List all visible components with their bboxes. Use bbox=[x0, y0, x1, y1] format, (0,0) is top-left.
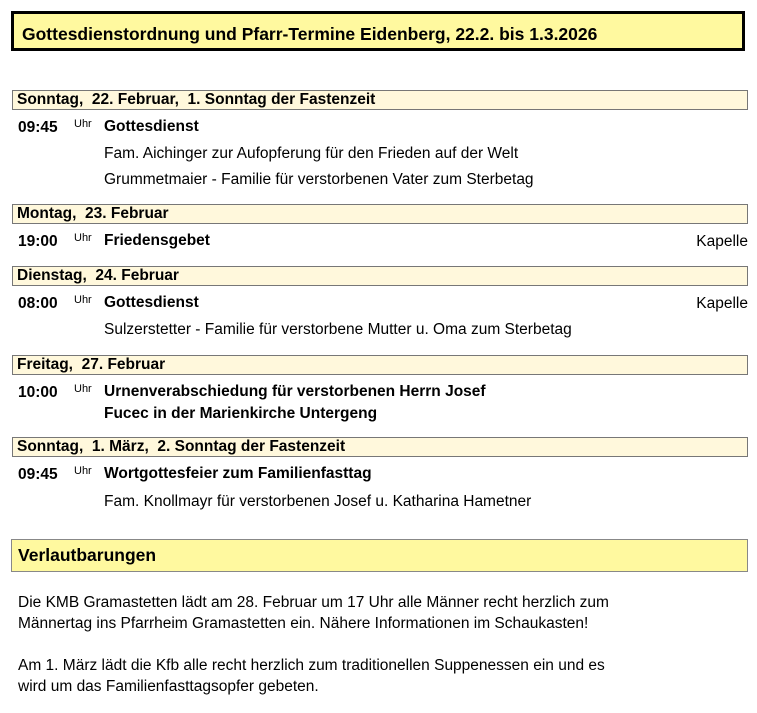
uhr-label: Uhr bbox=[74, 294, 92, 306]
event-title: Gottesdienst bbox=[104, 294, 199, 311]
uhr-label: Uhr bbox=[74, 383, 92, 395]
mass-intention: Grummetmaier - Familie für verstorbenen Vater zum Sterbetag bbox=[104, 171, 534, 188]
event-time: 08:00 bbox=[18, 295, 58, 312]
event-title: Wortgottesfeier zum Familienfasttag bbox=[104, 465, 372, 482]
uhr-label: Uhr bbox=[74, 465, 92, 477]
event-title-continued: Fucec in der Marienkirche Untergeng bbox=[104, 405, 378, 422]
day-header-montag-23: Montag, 23. Februar bbox=[12, 204, 748, 224]
event-time: 19:00 bbox=[18, 233, 58, 250]
event-location: Kapelle bbox=[696, 233, 748, 250]
event-title: Gottesdienst bbox=[104, 118, 199, 135]
announcement-line: Am 1. März lädt die Kfb alle recht herzlich zum traditionellen Suppenessen ein und es bbox=[18, 657, 605, 674]
day-header-freitag-27: Freitag, 27. Februar bbox=[12, 355, 748, 375]
announcement-line: wird um das Familienfasttagsopfer gebeten. bbox=[18, 678, 319, 695]
announcement-paragraph bbox=[18, 592, 738, 634]
uhr-label: Uhr bbox=[74, 118, 92, 130]
event-title: Friedensgebet bbox=[104, 232, 210, 249]
page-title: Gottesdienstordnung und Pfarr-Termine Eidenberg, 22.2. bis 1.3.2026 bbox=[11, 11, 745, 51]
uhr-label: Uhr bbox=[74, 232, 92, 244]
announcement-line: Männertag ins Pfarrheim Gramastetten ein. Nähere Informationen im Schaukasten! bbox=[18, 615, 589, 632]
announcement-paragraph bbox=[18, 655, 738, 697]
announcements-heading: Verlautbarungen bbox=[11, 539, 748, 572]
mass-intention: Sulzerstetter - Familie für verstorbene Mutter u. Oma zum Sterbetag bbox=[104, 321, 572, 338]
event-time: 09:45 bbox=[18, 119, 58, 136]
mass-intention: Fam. Knollmayr für verstorbenen Josef u. Katharina Hametner bbox=[104, 493, 532, 510]
event-time: 09:45 bbox=[18, 466, 58, 483]
day-header-dienstag-24: Dienstag, 24. Februar bbox=[12, 266, 748, 286]
day-header-sonntag-22: Sonntag, 22. Februar, 1. Sonntag der Fastenzeit bbox=[12, 90, 748, 110]
event-location: Kapelle bbox=[696, 295, 748, 312]
announcement-line: Die KMB Gramastetten lädt am 28. Februar um 17 Uhr alle Männer recht herzlich zum bbox=[18, 594, 609, 611]
event-time: 10:00 bbox=[18, 384, 58, 401]
event-title: Urnenverabschiedung für verstorbenen Herrn Josef bbox=[104, 383, 486, 400]
day-header-sonntag-1-maerz: Sonntag, 1. März, 2. Sonntag der Fastenzeit bbox=[12, 437, 748, 457]
mass-intention: Fam. Aichinger zur Aufopferung für den Frieden auf der Welt bbox=[104, 145, 519, 162]
